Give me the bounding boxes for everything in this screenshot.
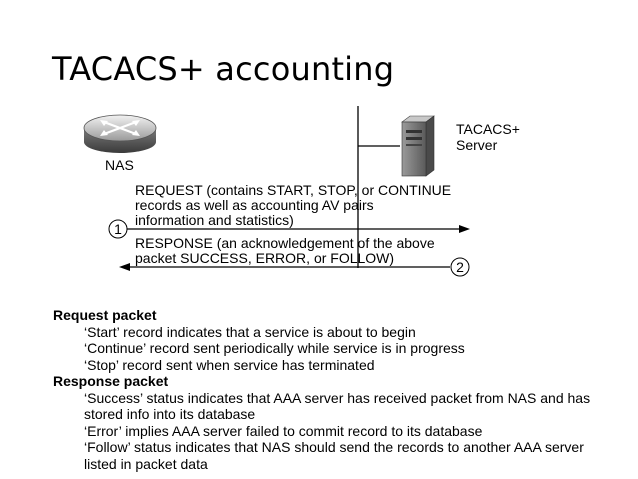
- request-text-line3: information and statistics): [135, 212, 294, 228]
- server-label-line2: Server: [456, 137, 498, 153]
- response-text-line2: packet SUCCESS, ERROR, or FOLLOW): [135, 250, 395, 266]
- request-text-line2: records as well as accounting AV pairs: [135, 197, 374, 213]
- router-icon: [84, 115, 156, 153]
- notes-section: [53, 307, 613, 472]
- request-text-line1: REQUEST (contains START, STOP, or CONTINUE: [135, 182, 452, 198]
- response-text-line1: RESPONSE (an acknowledgement of the above: [135, 235, 435, 251]
- server-label-line1: TACACS+: [456, 121, 520, 137]
- nas-label: NAS: [105, 157, 134, 173]
- response-arrowhead: [119, 263, 130, 271]
- list-item: ‘Follow’ status indicates that NAS should send the records to another AAA server listed in packet data: [84, 439, 584, 472]
- request-list: [53, 324, 613, 374]
- slide-title: TACACS+ accounting: [52, 50, 395, 88]
- response-list: [53, 390, 613, 473]
- list-item: ‘Stop’ record sent when service has terminated: [84, 356, 375, 373]
- request-arrowhead: [459, 225, 470, 233]
- step-2-number: 2: [456, 259, 464, 275]
- list-item: ‘Start’ record indicates that a service is about to begin: [84, 323, 416, 340]
- response-heading: Response packet: [53, 373, 169, 389]
- list-item: ‘Success’ status indicates that AAA server has received packet from NAS and has stored info into its database: [84, 389, 591, 422]
- server-icon: [402, 116, 434, 176]
- request-heading: Request packet: [53, 307, 157, 323]
- step-1-number: 1: [114, 221, 122, 237]
- list-item: ‘Continue’ record sent periodically while service is in progress: [84, 340, 465, 356]
- list-item: ‘Error’ implies AAA server failed to commit record to its database: [84, 422, 483, 439]
